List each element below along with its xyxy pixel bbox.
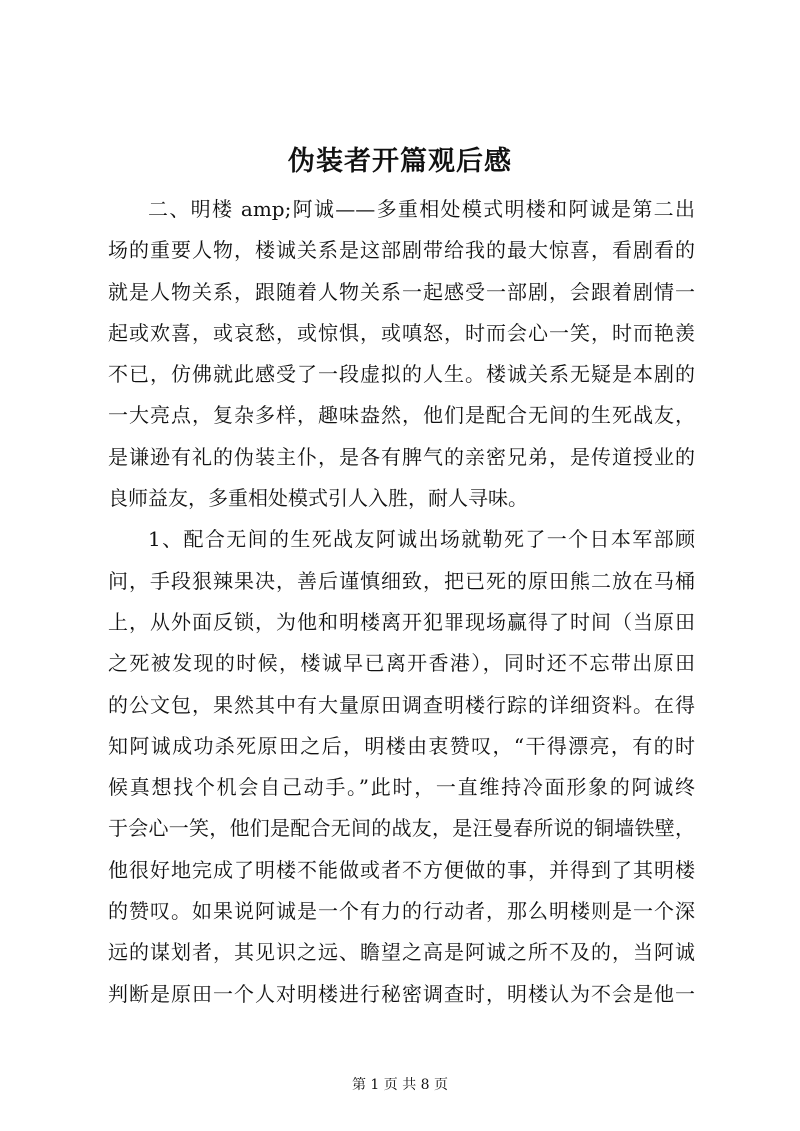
text-line: 1、配合无间的生死战友阿诚出场就勒死了一个日本军部顾	[148, 527, 695, 552]
text-line: 就是人物关系，跟随着人物关系一起感受一部剧，会跟着剧情一	[108, 279, 695, 304]
text-line: 不已，仿佛就此感受了一段虚拟的人生。楼诚关系无疑是本剧的	[108, 362, 695, 387]
document-title: 伪装者开篇观后感	[288, 146, 512, 177]
text-line: 于会心一笑，他们是配合无间的战友，是汪曼春所说的铜墙铁壁，	[108, 816, 695, 841]
page-footer: 第 1 页 共 8 页	[351, 1077, 449, 1093]
text-line: 知阿诚成功杀死原田之后，明楼由衷赞叹，“干得漂亮，有的时	[108, 733, 695, 758]
text-line: 的赞叹。如果说阿诚是一个有力的行动者，那么明楼则是一个深	[108, 899, 695, 924]
text-line: 是谦逊有礼的伪装主仆，是各有脾气的亲密兄弟，是传道授业的	[108, 444, 695, 469]
text-line: 场的重要人物，楼诚关系是这部剧带给我的最大惊喜，看剧看的	[108, 238, 695, 263]
text-line: 上，从外面反锁，为他和明楼离开犯罪现场赢得了时间（当原田	[108, 609, 695, 634]
text-line: 的公文包，果然其中有大量原田调查明楼行踪的详细资料。在得	[108, 692, 695, 717]
text-line: 良师益友，多重相处模式引人入胜，耐人寻味。	[108, 486, 528, 511]
text-line: 候真想找个机会自己动手。”此时，一直维持冷面形象的阿诚终	[108, 775, 695, 800]
text-line: 他很好地完成了明楼不能做或者不方便做的事，并得到了其明楼	[108, 857, 695, 882]
text-line: 二、明楼 amp;阿诚——多重相处模式明楼和阿诚是第二出	[148, 197, 695, 221]
text-line: 起或欢喜，或哀愁，或惊惧，或嗔怒，时而会心一笑，时而艳羡	[108, 320, 695, 345]
text-line: 问，手段狠辣果决，善后谨慎细致，把已死的原田熊二放在马桶	[108, 568, 695, 593]
document-body	[108, 189, 695, 1015]
text-line: 远的谋划者，其见识之远、瞻望之高是阿诚之所不及的，当阿诚	[108, 940, 695, 965]
text-line: 之死被发现的时候，楼诚早已离开香港），同时还不忘带出原田	[108, 651, 695, 676]
text-line: 判断是原田一个人对明楼进行秘密调查时，明楼认为不会是他一	[108, 981, 695, 1006]
text-line: 一大亮点，复杂多样，趣味盎然，他们是配合无间的生死战友，	[108, 403, 695, 428]
